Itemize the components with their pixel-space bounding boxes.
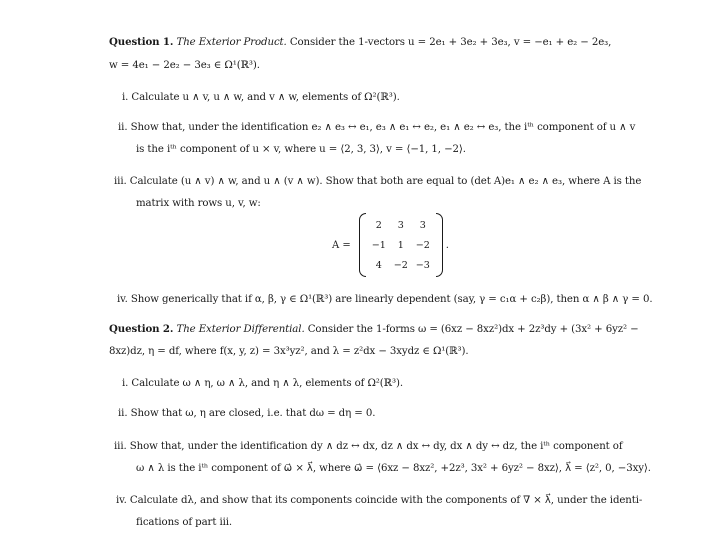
matrix-label: A =	[332, 239, 351, 251]
q1-item-iv: iv. Show generically that if α, β, γ ∈ Ω¹(ℝ³) are linearly dependent (say, γ = c₁α + c₂β), then α ∧ β ∧ γ = 0.	[117, 294, 653, 305]
matrix-row	[368, 235, 434, 255]
q1-line2: w = 4e₁ − 2e₂ − 3e₃ ∈ Ω¹(ℝ³).	[109, 60, 260, 71]
left-paren	[359, 213, 366, 277]
matrix-cell: 4	[375, 259, 382, 271]
matrix-cell: −3	[415, 259, 430, 271]
matrix-cell: 2	[375, 219, 382, 231]
matrix-cell: 1	[397, 239, 404, 251]
q2-line2: 8xz)dz, η = df, where f(x, y, z) = 3x³yz², and λ = z²dx − 3xydz ∈ Ω¹(ℝ³).	[109, 346, 469, 357]
q1-item-i: i. Calculate u ∧ v, u ∧ w, and v ∧ w, elements of Ω²(ℝ³).	[122, 92, 400, 103]
q2-item-ii: ii. Show that ω, η are closed, i.e. that dω = dη = 0.	[118, 408, 376, 419]
matrix-a	[332, 212, 449, 278]
q2-item-iv-line1: iv. Calculate dλ, and show that its components coincide with the components of ∇ × λ⃗, under the identi-	[116, 495, 643, 506]
matrix-cell: 3	[397, 219, 404, 231]
q1-item-ii-line1: ii. Show that, under the identification e₂ ∧ e₃ ↔ e₁, e₃ ∧ e₁ ↔ e₂, e₁ ∧ e₂ ↔ e₃, the iᵗʰ component of u ∧ v	[118, 122, 636, 133]
q1-label: Question 1.	[109, 36, 174, 48]
q1-item-ii-line2: is the iᵗʰ component of u × v, where u = ⟨2, 3, 3⟩, v = ⟨−1, 1, −2⟩.	[136, 144, 466, 155]
q2-title: The Exterior Differential.	[176, 324, 305, 335]
right-paren	[436, 213, 443, 277]
q1-heading-line	[109, 36, 611, 49]
q2-item-i: i. Calculate ω ∧ η, ω ∧ λ, and η ∧ λ, elements of Ω²(ℝ³).	[122, 378, 404, 389]
q2-line1-text: Consider the 1-forms ω = (6xz − 8xz²)dx + 2z³dy + (3x² + 6yz² −	[307, 324, 639, 335]
q2-item-iii-line2: ω ∧ λ is the iᵗʰ component of ω⃗ × λ⃗, where ω⃗ = ⟨6xz − 8xz², +2z³, 3x² + 6yz² − 8xz⟩, λ⃗ = ⟨z², 0, −3xy⟩.	[136, 463, 651, 474]
matrix-row	[368, 255, 434, 275]
matrix-cell: −1	[371, 239, 386, 251]
q1-line1-text: Consider the 1-vectors u = 2e₁ + 3e₂ + 3e₃, v = −e₁ + e₂ − 2e₃,	[289, 37, 612, 48]
matrix-cell: 3	[419, 219, 426, 231]
matrix-period: .	[445, 239, 449, 251]
q1-title: The Exterior Product.	[176, 37, 287, 48]
matrix-row	[368, 215, 434, 235]
matrix-body	[359, 213, 443, 277]
q1-item-iii-line2: matrix with rows u, v, w:	[136, 198, 261, 209]
matrix-table	[368, 215, 434, 275]
q1-item-iii-line1: iii. Calculate (u ∧ v) ∧ w, and u ∧ (v ∧ w). Show that both are equal to (det A)e₁ ∧ e₂ ∧ e₃, where A is the	[114, 176, 642, 187]
q2-label: Question 2.	[109, 323, 174, 335]
matrix-cell: −2	[415, 239, 430, 251]
matrix-cell: −2	[393, 259, 408, 271]
q2-heading-line	[109, 323, 639, 336]
q2-item-iii-line1: iii. Show that, under the identification dy ∧ dz ↔ dx, dz ∧ dx ↔ dy, dx ∧ dy ↔ dz, the iᵗʰ component of	[114, 441, 623, 452]
q2-item-iv-line2: fications of part iii.	[136, 517, 233, 528]
